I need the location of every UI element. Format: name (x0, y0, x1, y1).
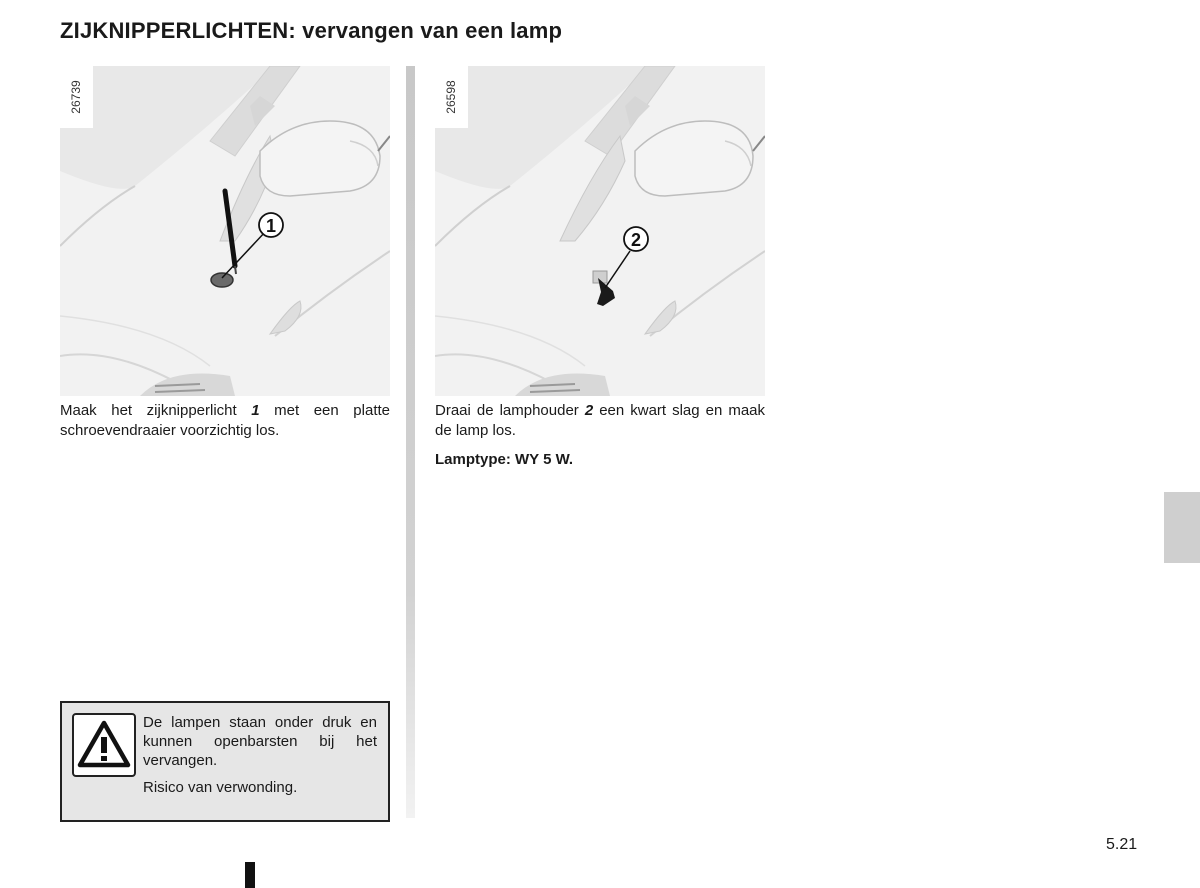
left-instruction-part-2: met een platte schroevendraaier voorzichtig los. (60, 402, 390, 439)
figure-2 (435, 66, 765, 396)
right-instruction-part-2: een kwart slag en maak de lamp los. (435, 402, 766, 439)
page-title-main: ZIJKNIPPERLICHTEN (60, 18, 289, 43)
page-title (60, 18, 562, 44)
crop-mark (245, 862, 255, 888)
lampholder-illustration (435, 66, 765, 396)
column-divider (406, 66, 415, 818)
page-title-subtitle: vervangen van een lamp (302, 18, 563, 43)
callout-label-1: 1 (265, 216, 277, 236)
figure-code-box (435, 66, 468, 128)
warning-paragraph-2: Risico van verwonding. (143, 779, 298, 796)
item-number-2: 2 (584, 402, 594, 419)
section-tab (1164, 492, 1200, 563)
screwdriver-illustration (60, 66, 390, 396)
left-instruction (60, 401, 390, 441)
item-number-1: 1 (251, 402, 260, 419)
figure-code-box (60, 66, 93, 128)
right-instruction-part-1: Draai de lamphouder (435, 402, 579, 419)
figure-code: 26598 (444, 80, 458, 114)
figure-1 (60, 66, 390, 396)
lamp-type: Lamptype: WY 5 W. (435, 451, 574, 468)
figure-code: 26739 (69, 80, 83, 114)
warning-triangle-icon (72, 713, 136, 777)
warning-box (60, 701, 390, 822)
left-instruction-part-1: Maak het zijknipperlicht (60, 402, 237, 419)
warning-text (143, 713, 377, 797)
page-number: 5.21 (1106, 836, 1138, 853)
right-instruction (435, 401, 765, 441)
callout-label-2: 2 (630, 230, 642, 250)
page-title-separator: : (288, 18, 296, 43)
warning-paragraph-1: De lampen staan onder druk en kunnen openbarsten bij het vervangen. (143, 714, 377, 769)
